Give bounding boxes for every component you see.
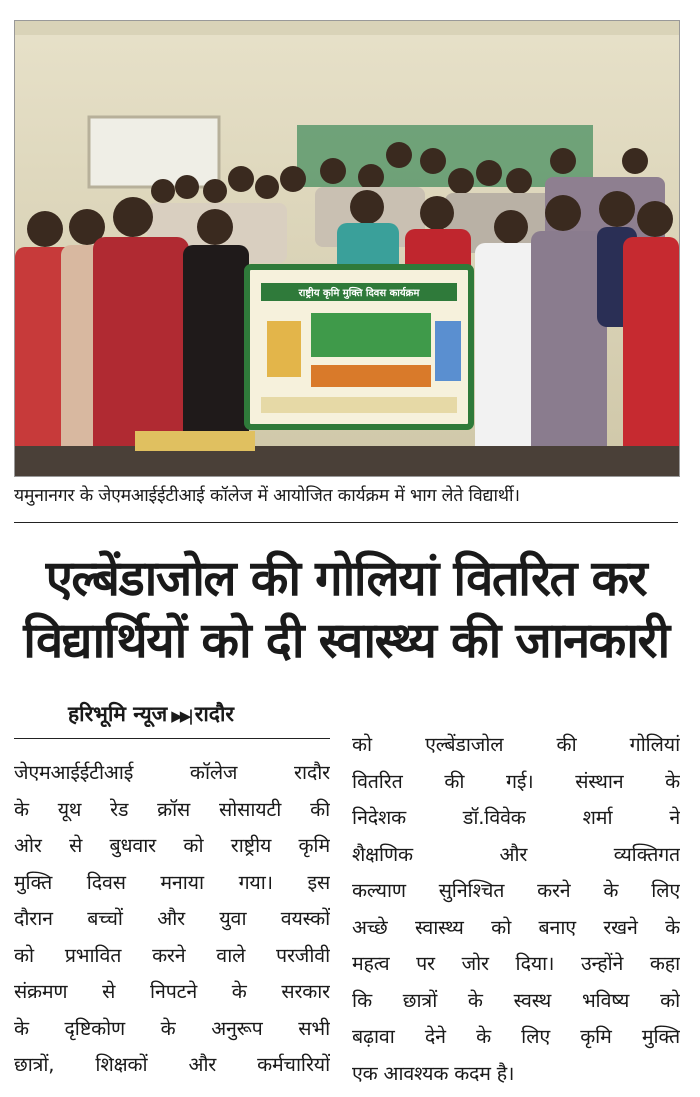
article-line: को प्रभावित करने वाले परजीवी [14, 943, 330, 967]
article-line: शैक्षणिक और व्यक्तिगत [352, 842, 680, 866]
caption-divider [14, 522, 678, 523]
headline [14, 548, 678, 672]
article-line: छात्रों, शिक्षकों और कर्मचारियों [14, 1053, 330, 1076]
headline-line-1: एल्बेंडाजोल की गोलियां वितरित कर [45, 550, 647, 607]
news-photo [14, 20, 680, 477]
article-line: जेएमआईईटीआई कॉलेज रादौर [14, 761, 330, 784]
banner-title: राष्ट्रीय कृमि मुक्ति दिवस कार्यक्रम [298, 288, 420, 299]
byline-place: रादौर [194, 702, 234, 726]
byline [68, 700, 234, 728]
article-column-left [14, 755, 330, 1084]
article-column-right [352, 727, 680, 1092]
article-line: कि छात्रों के स्वस्थ भविष्य को [352, 988, 680, 1012]
article-line: ओर से बुधवार को राष्ट्रीय कृमि [14, 834, 330, 857]
article-line: दौरान बच्चों और युवा वयस्कों [14, 907, 330, 930]
article-line: महत्व पर जोर दिया। उन्होंने कहा [352, 952, 680, 975]
article-line: के दृष्टिकोण के अनुरूप सभी [14, 1016, 330, 1040]
photo-caption: यमुनानगर के जेएमआईईटीआई कॉलेज में आयोजित कार्यक्रम में भाग लेते विद्यार्थी। [14, 486, 520, 506]
article-line: निदेशक डॉ.विवेक शर्मा ने [352, 806, 680, 829]
byline-divider [14, 738, 330, 739]
article-line: के यूथ रेड क्रॉस सोसायटी की [14, 797, 330, 821]
article-line: एक आवश्यक कदम है। [352, 1061, 515, 1085]
article-line: अच्छे स्वास्थ्य को बनाए रखने के [352, 915, 680, 939]
byline-separator: ▶▶| [171, 707, 191, 725]
byline-source: हरिभूमि न्यूज [68, 702, 168, 726]
headline-line-2: विद्यार्थियों को दी स्वास्थ्य की जानकारी [23, 612, 669, 669]
awareness-banner [247, 267, 471, 427]
article-line: को एल्बेंडाजोल की गोलियां [352, 733, 680, 756]
article-line: संक्रमण से निपटने के सरकार [14, 980, 330, 1003]
article-line: कल्याण सुनिश्चित करने के लिए [352, 879, 680, 902]
article-line: वितरित की गई। संस्थान के [352, 769, 680, 793]
article-line: मुक्ति दिवस मनाया गया। इस [14, 870, 330, 894]
article-line: बढ़ावा देने के लिए कृमि मुक्ति [352, 1025, 680, 1048]
group-photo-illustration [15, 21, 679, 476]
